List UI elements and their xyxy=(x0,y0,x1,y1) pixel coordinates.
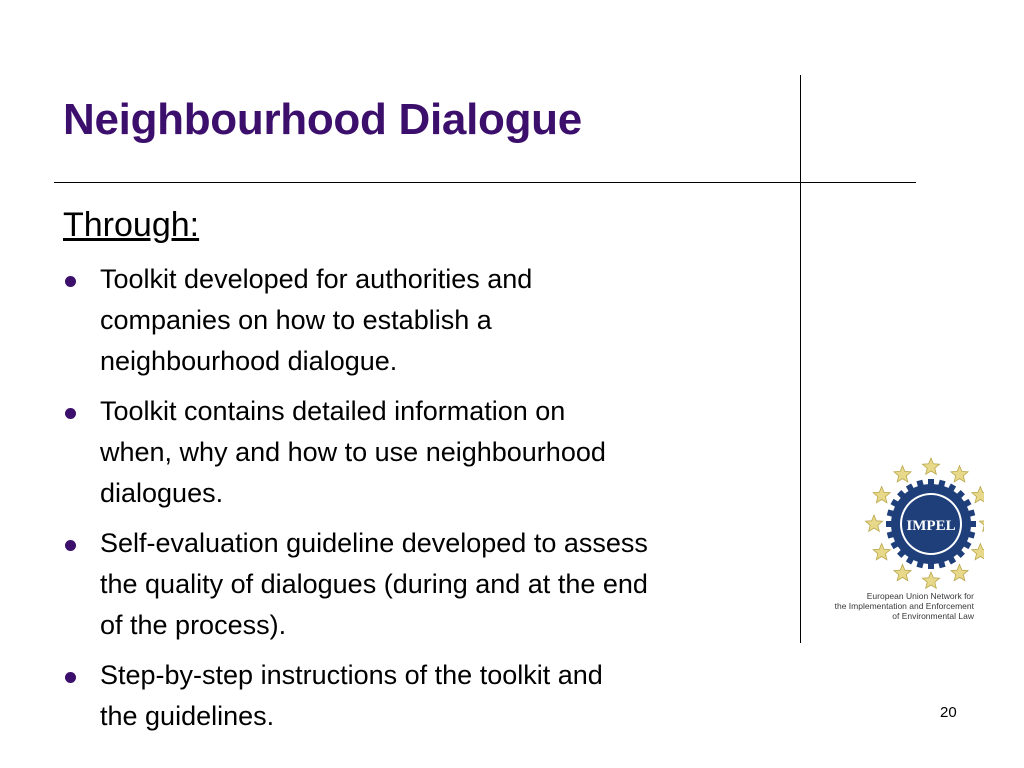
subheading: Through: xyxy=(63,206,200,244)
bullet-line: the guidelines. xyxy=(100,701,275,731)
logo-name: IMPEL xyxy=(906,518,956,534)
logo-star-icon xyxy=(894,466,911,482)
logo-star-icon xyxy=(922,458,939,474)
logo-star-icon xyxy=(951,564,968,580)
bullet-line: the quality of dialogues (during and at the end xyxy=(100,569,648,599)
logo-caption-line: European Union Network for xyxy=(866,591,974,601)
bullet-dot-icon xyxy=(65,276,76,287)
bullet-line: when, why and how to use neighbourhood xyxy=(100,437,606,467)
bullet-line: companies on how to establish a xyxy=(100,305,492,335)
bullet-item xyxy=(62,655,762,737)
bullet-line: Toolkit contains detailed information on xyxy=(100,396,566,426)
logo-caption-line: of Environmental Law xyxy=(892,611,974,621)
logo-star-icon xyxy=(894,564,911,580)
logo-star-icon xyxy=(873,544,890,560)
vertical-divider xyxy=(800,75,801,643)
logo-caption-line: the Implementation and Enforcement xyxy=(834,601,974,611)
logo-star-icon xyxy=(873,487,890,503)
logo-star-icon xyxy=(972,544,984,560)
logo-star-icon xyxy=(922,572,939,588)
bullet-dot-icon xyxy=(65,408,76,419)
logo-star-icon xyxy=(951,466,968,482)
bullet-line: neighbourhood dialogue. xyxy=(100,346,398,376)
logo-star-icon xyxy=(979,515,984,531)
bullet-line: Step-by-step instructions of the toolkit and xyxy=(100,660,603,690)
slide-title: Neighbourhood Dialogue xyxy=(63,95,582,144)
bullet-item xyxy=(62,259,762,382)
logo-star-icon xyxy=(972,487,984,503)
bullet-dot-icon xyxy=(65,672,76,683)
impel-gear-star-icon xyxy=(826,452,984,592)
page-number: 20 xyxy=(940,704,957,721)
bullet-line: of the process). xyxy=(100,610,287,640)
bullet-list xyxy=(62,259,762,746)
bullet-item xyxy=(62,523,762,646)
bullet-line: Self-evaluation guideline developed to assess xyxy=(100,528,648,558)
bullet-line: dialogues. xyxy=(100,478,224,508)
logo-star-icon xyxy=(865,515,882,531)
title-divider xyxy=(54,182,916,183)
bullet-line: Toolkit developed for authorities and xyxy=(100,264,533,294)
logo-caption xyxy=(826,591,974,621)
bullet-item xyxy=(62,391,762,514)
bullet-dot-icon xyxy=(65,540,76,551)
